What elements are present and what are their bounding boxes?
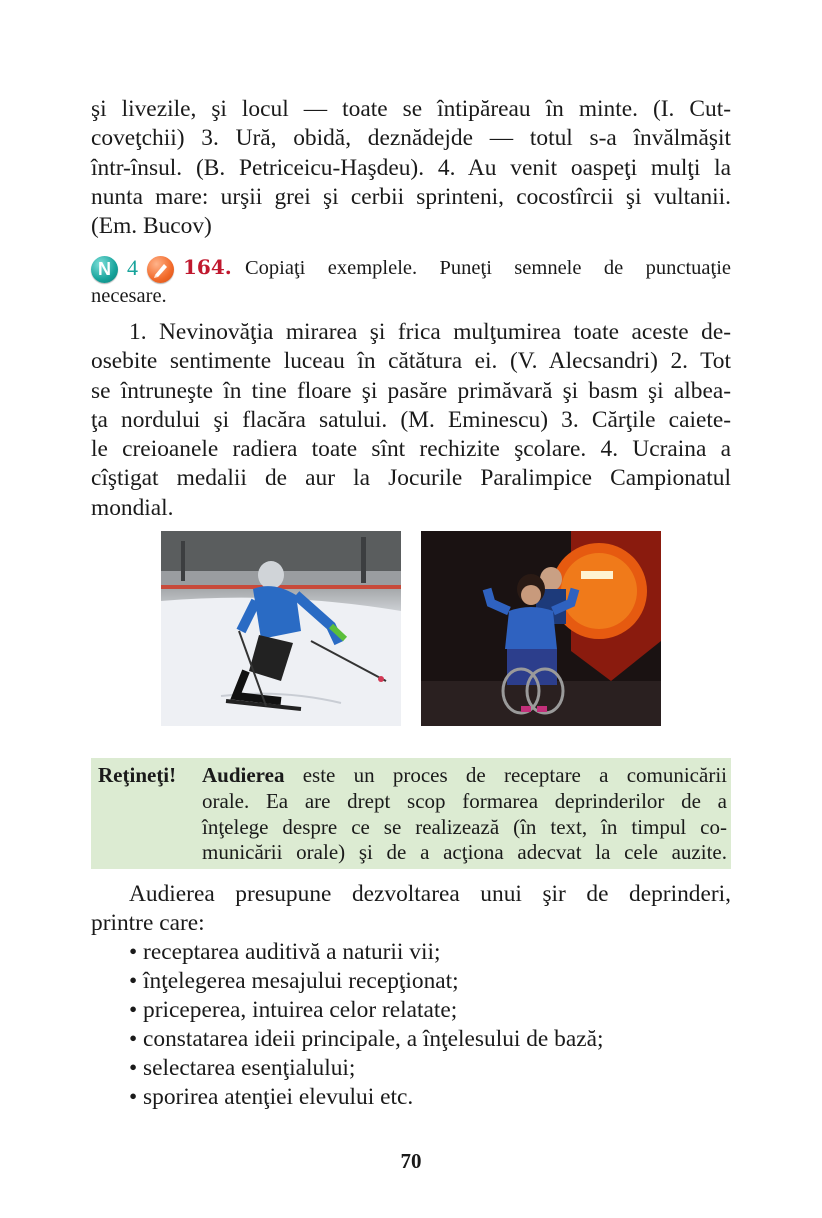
text-line: le creioanele radiera toate sînt rechizite şcolare. 4. Ucraina a <box>91 436 731 463</box>
photo-sledge-skier <box>161 531 401 726</box>
page-number: 70 <box>400 1149 422 1173</box>
rule-label: Reţineţi! <box>98 763 177 787</box>
list-item: • priceperea, intuirea celor relatate; <box>129 997 458 1023</box>
list-item: • constatarea ideii principale, a înţelesului de bază; <box>129 1026 604 1052</box>
audiere-paragraph <box>91 880 731 939</box>
pencil-icon <box>147 256 174 283</box>
text-line: se întruneşte în tine floare şi pasăre primăvară şi basm şi albea- <box>91 377 731 404</box>
text-line: şi livezile, şi locul — toate se întipăreau în minte. (I. Cut- <box>91 96 731 122</box>
rule-line: înţelege despre ce se realizează (în text, în timpul co- <box>202 814 727 839</box>
rule-text <box>202 763 727 866</box>
text-line: coveţchii) 3. Ură, obidă, deznădejde — totul s-a învălmăşit <box>91 125 731 152</box>
top-paragraph <box>91 95 731 241</box>
bullet-list <box>129 938 604 1112</box>
exercise-header <box>91 254 731 286</box>
list-item: • selectarea esenţialului; <box>129 1055 356 1081</box>
text-line: mondial. <box>91 494 174 521</box>
exercise-number: 164. <box>183 255 232 279</box>
text-line: nunta mare: urşii grei şi cerbii sprinteni, cocostîrcii şi vultanii. <box>91 183 731 210</box>
rule-term: Audierea <box>202 763 285 787</box>
text-line: 1. Nevinovăţia mirarea şi frica mulţumirea toate aceste de- <box>129 319 731 345</box>
text-line: (Em. Bucov) <box>91 213 212 240</box>
rule-line <box>202 763 727 789</box>
list-item: • receptarea auditivă a naturii vii; <box>129 939 441 965</box>
rule-box <box>91 758 731 869</box>
text-line: ţa nordului şi flacăra satului. (M. Eminescu) 3. Cărţile caiete- <box>91 406 731 433</box>
rule-line: orale. Ea are drept scop formarea deprinderilor de a <box>202 788 727 813</box>
text-line: osebite sentimente luceau în cătătura ei. (V. Alecsandri) 2. Tot <box>91 348 731 375</box>
photo-wheelchair-athlete <box>421 531 661 726</box>
text-line: printre care: <box>91 910 205 937</box>
exercise-instruction: Copiaţi exemplele. Puneţi semnele de punctuaţie <box>245 257 731 279</box>
exercise-text <box>91 318 731 523</box>
list-item: • înţelegerea mesajului recepţionat; <box>129 968 459 994</box>
text-line: într-însul. (B. Petriceicu-Haşdeu). 4. Au venit oaspeţi mulţi la <box>91 154 731 181</box>
exercise-instruction-cont: necesare. <box>91 285 167 307</box>
level-n-icon: N <box>91 256 118 283</box>
text-line: cîştigat medalii de aur la Jocurile Paralimpice Campionatul <box>91 465 731 492</box>
list-item: • sporirea atenţiei elevului etc. <box>129 1084 414 1110</box>
rule-line: municării orale) şi de a acţiona adecvat la cele auzite. <box>202 840 727 865</box>
text-line: Audierea presupune dezvoltarea unui şir de deprinderi, <box>129 881 731 907</box>
exercise-level: 4 <box>127 255 138 280</box>
rule-line-rest: este un proces de receptare a comunicării <box>284 763 727 787</box>
